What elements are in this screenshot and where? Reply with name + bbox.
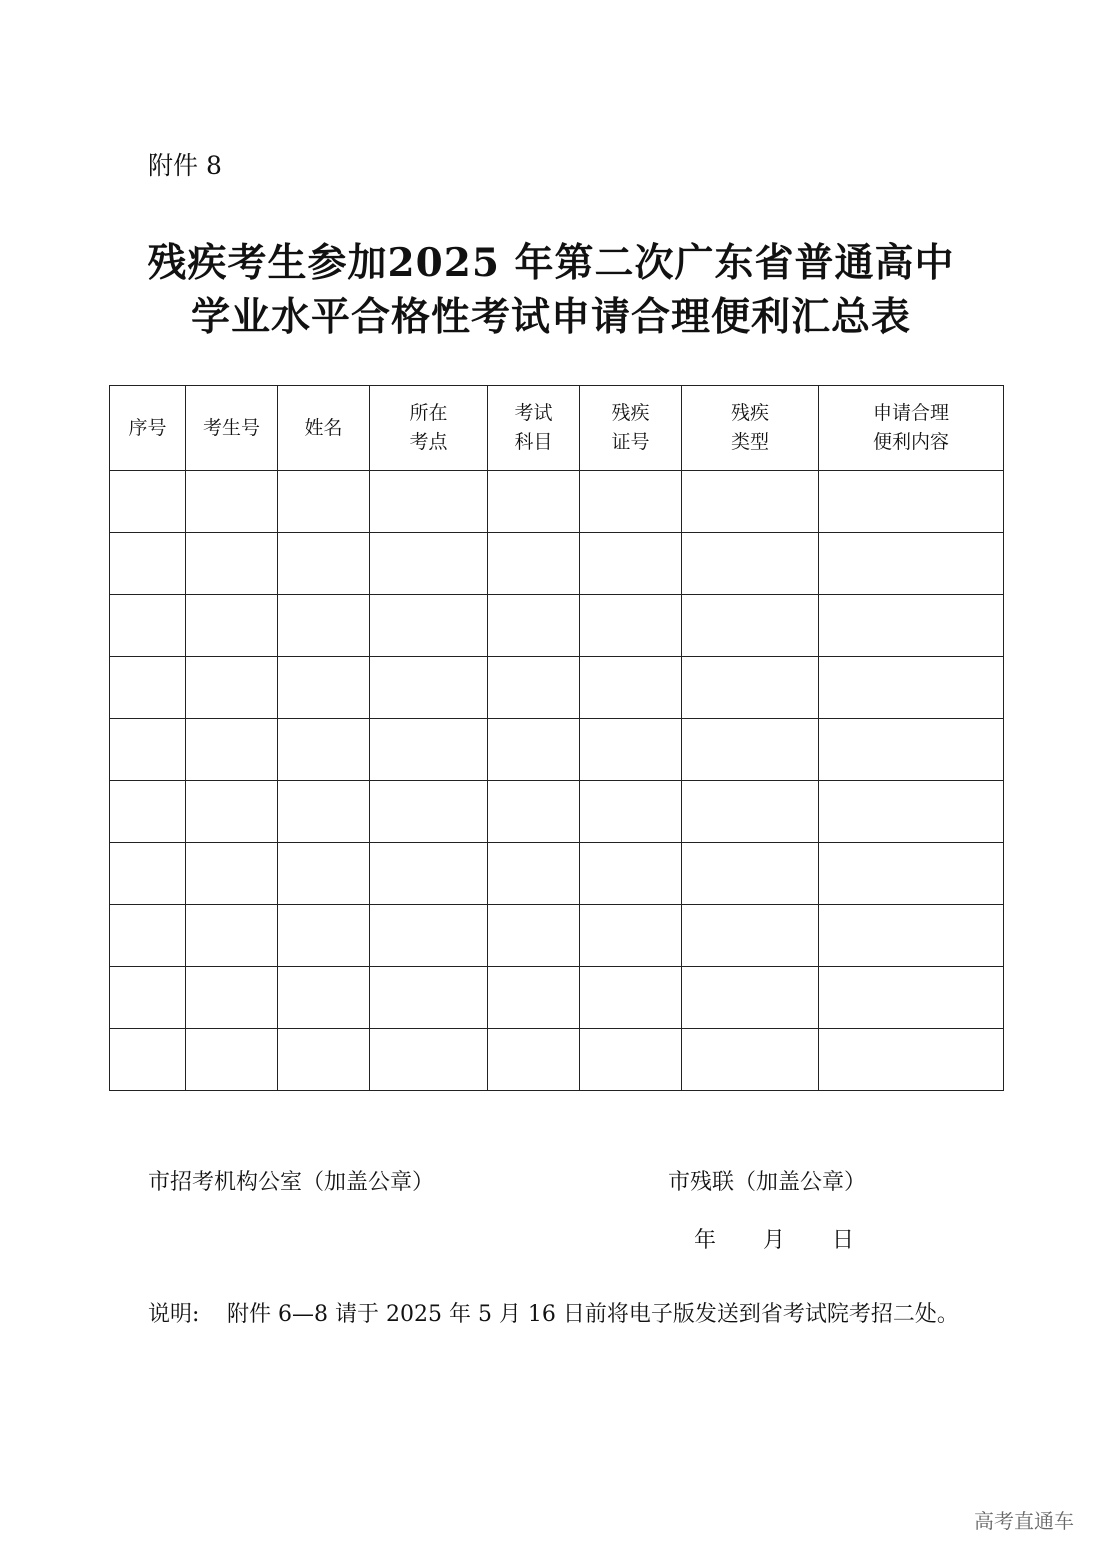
table-cell [186, 533, 278, 595]
title-line-1: 残疾考生参加2025 年第二次广东省普通高中 [147, 240, 955, 286]
table-cell [186, 843, 278, 905]
header-text: 残疾 类型 [730, 402, 769, 453]
table-cell [580, 967, 682, 1029]
table-cell [278, 1029, 370, 1091]
table-cell [682, 905, 819, 967]
table-cell [370, 781, 488, 843]
table-row [110, 471, 1004, 533]
table-cell [110, 781, 186, 843]
header-text: 考试 科目 [514, 402, 553, 453]
watermark: 高考直通车 [974, 1509, 1074, 1533]
header-text: 申请合理 便利内容 [872, 402, 949, 453]
table-row [110, 967, 1004, 1029]
table-cell [580, 719, 682, 781]
table-cell [110, 471, 186, 533]
table-cell [682, 843, 819, 905]
table-cell [488, 595, 580, 657]
table-cell [278, 843, 370, 905]
table-cell [580, 1029, 682, 1091]
table-cell [488, 843, 580, 905]
table-cell [819, 595, 1004, 657]
table-cell [186, 719, 278, 781]
table-cell [580, 595, 682, 657]
table-row [110, 1029, 1004, 1091]
attachment-label: 附件 8 [148, 151, 222, 180]
table-row [110, 843, 1004, 905]
header-text: 序号 [128, 416, 167, 439]
table-row [110, 905, 1004, 967]
header-cell [488, 386, 580, 471]
table-cell [278, 905, 370, 967]
table-cell [186, 1029, 278, 1091]
table-cell [370, 967, 488, 1029]
table-cell [819, 843, 1004, 905]
table-cell [370, 595, 488, 657]
date-month: 月 [763, 1228, 786, 1253]
table-cell [488, 967, 580, 1029]
table-cell [278, 719, 370, 781]
table-cell [819, 719, 1004, 781]
table-cell [110, 843, 186, 905]
table-cell [370, 1029, 488, 1091]
table-cell [580, 781, 682, 843]
table-cell [819, 905, 1004, 967]
title-line-2: 学业水平合格性考试申请合理便利汇总表 [190, 294, 911, 340]
header-text: 考生号 [202, 416, 260, 439]
table-cell [110, 533, 186, 595]
table-cell [819, 471, 1004, 533]
table-row [110, 657, 1004, 719]
table-cell [370, 843, 488, 905]
summary-table [109, 385, 1004, 1091]
date-year: 年 [694, 1228, 717, 1253]
table-cell [488, 657, 580, 719]
table-row [110, 533, 1004, 595]
table-row [110, 781, 1004, 843]
table-cell [580, 471, 682, 533]
table-row [110, 595, 1004, 657]
header-cell [819, 386, 1004, 471]
table-cell [110, 657, 186, 719]
table-cell [110, 905, 186, 967]
date-day: 日 [832, 1228, 855, 1253]
table-cell [370, 657, 488, 719]
table-cell [580, 657, 682, 719]
header-text: 残疾 证号 [611, 402, 650, 453]
table-cell [682, 657, 819, 719]
table-header-row [110, 386, 1004, 471]
table-cell [186, 595, 278, 657]
table-cell [682, 967, 819, 1029]
header-cell [580, 386, 682, 471]
table-cell [488, 1029, 580, 1091]
table-cell [110, 1029, 186, 1091]
table-cell [186, 905, 278, 967]
table-cell [580, 533, 682, 595]
table-cell [370, 471, 488, 533]
table-cell [682, 595, 819, 657]
table-cell [819, 1029, 1004, 1091]
table-cell [278, 533, 370, 595]
table-cell [682, 781, 819, 843]
table-cell [110, 719, 186, 781]
header-cell [186, 386, 278, 471]
header-cell [278, 386, 370, 471]
table-cell [278, 967, 370, 1029]
table-cell [186, 471, 278, 533]
table-cell [186, 967, 278, 1029]
table-cell [488, 533, 580, 595]
table-cell [278, 595, 370, 657]
header-text: 所在 考点 [409, 402, 448, 453]
table-cell [488, 471, 580, 533]
table-cell [682, 471, 819, 533]
table-cell [580, 843, 682, 905]
table-cell [488, 905, 580, 967]
table-row [110, 719, 1004, 781]
note-text: 附件 6—8 请于 2025 年 5 月 16 日前将电子版发送到省考试院考招二处。 [227, 1302, 959, 1327]
table-cell [488, 781, 580, 843]
table-cell [682, 719, 819, 781]
table-cell [819, 533, 1004, 595]
table-cell [370, 533, 488, 595]
table-cell [819, 657, 1004, 719]
table-cell [819, 967, 1004, 1029]
note-label: 说明: [148, 1302, 200, 1327]
header-cell [110, 386, 186, 471]
table-cell [682, 1029, 819, 1091]
date-line [694, 1223, 894, 1254]
table-cell [278, 657, 370, 719]
header-cell [370, 386, 488, 471]
table-cell [580, 905, 682, 967]
exam-office-seal-label: 市招考机构公室（加盖公章） [148, 1170, 435, 1195]
table-cell [110, 967, 186, 1029]
table-cell [186, 657, 278, 719]
table-cell [819, 781, 1004, 843]
table-cell [110, 595, 186, 657]
table-cell [278, 781, 370, 843]
table-cell [682, 533, 819, 595]
table-cell [186, 781, 278, 843]
disabled-federation-seal-label: 市残联（加盖公章） [668, 1170, 867, 1195]
table-cell [278, 471, 370, 533]
table-cell [370, 905, 488, 967]
document-title [0, 236, 1102, 344]
header-cell [682, 386, 819, 471]
table-cell [370, 719, 488, 781]
table-cell [488, 719, 580, 781]
header-text: 姓名 [304, 416, 343, 439]
